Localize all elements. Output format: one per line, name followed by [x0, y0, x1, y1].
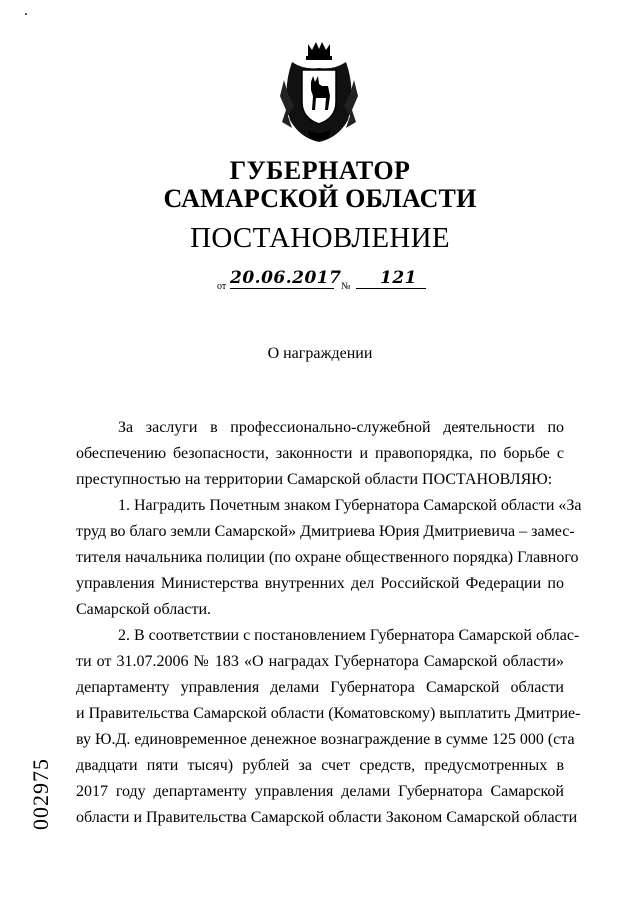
number-underline: [356, 288, 426, 289]
date-underline: [230, 288, 334, 289]
side-serial-number: 002975: [28, 758, 53, 830]
body-line: обеспечению безопасности, законности и правопорядка, по борьбе с: [76, 445, 564, 462]
body-line: Самарской области.: [76, 601, 211, 618]
body-line: 1. Наградить Почетным знаком Губернатора Самарской области «За: [118, 497, 582, 514]
date-value: 20.06.2017: [230, 268, 342, 288]
body-line: ву Ю.Д. единовременное денежное вознаграждение в сумме 125 000 (ста: [76, 731, 575, 748]
date-label: от: [217, 281, 227, 292]
body-line: преступностью на территории Самарской области ПОСТАНОВЛЯЮ:: [76, 471, 553, 488]
issuer-title-line1: ГУБЕРНАТОР: [229, 156, 411, 185]
body-line: 2. В соответствии с постановлением Губернатора Самарской облас-: [118, 627, 580, 644]
document-subject: О награждении: [267, 345, 373, 362]
body-line: За заслуги в профессионально-служебной деятельности по: [118, 419, 564, 436]
number-value: 121: [380, 268, 417, 288]
body-line: и Правительства Самарской области (Коматовскому) выплатить Дмитрие-: [76, 705, 581, 722]
coat-of-arms-icon: [278, 40, 360, 144]
body-line: двадцати пяти тысяч) рублей за счет средств, предусмотренных в: [76, 757, 564, 774]
body-line: 2017 году департаменту управления делами Губернатора Самарской: [76, 783, 564, 800]
body-line: области и Правительства Самарской области Законом Самарской области: [76, 809, 578, 826]
scan-dot: [25, 13, 27, 15]
body-line: департаменту управления делами Губернатора Самарской области: [76, 679, 564, 696]
document-type: ПОСТАНОВЛЕНИЕ: [190, 222, 450, 254]
body-line: управления Министерства внутренних дел Российской Федерации по: [76, 575, 564, 592]
body-line: труд во благо земли Самарской» Дмитриева Юрия Дмитриевича – замес-: [76, 523, 575, 540]
body-line: ти от 31.07.2006 № 183 «О наградах Губернатора Самарской области»: [76, 653, 564, 670]
issuer-title-line2: САМАРСКОЙ ОБЛАСТИ: [163, 184, 477, 213]
number-label: №: [341, 281, 351, 292]
body-line: тителя начальника полиции (по охране общественного порядка) Главного: [76, 549, 579, 566]
